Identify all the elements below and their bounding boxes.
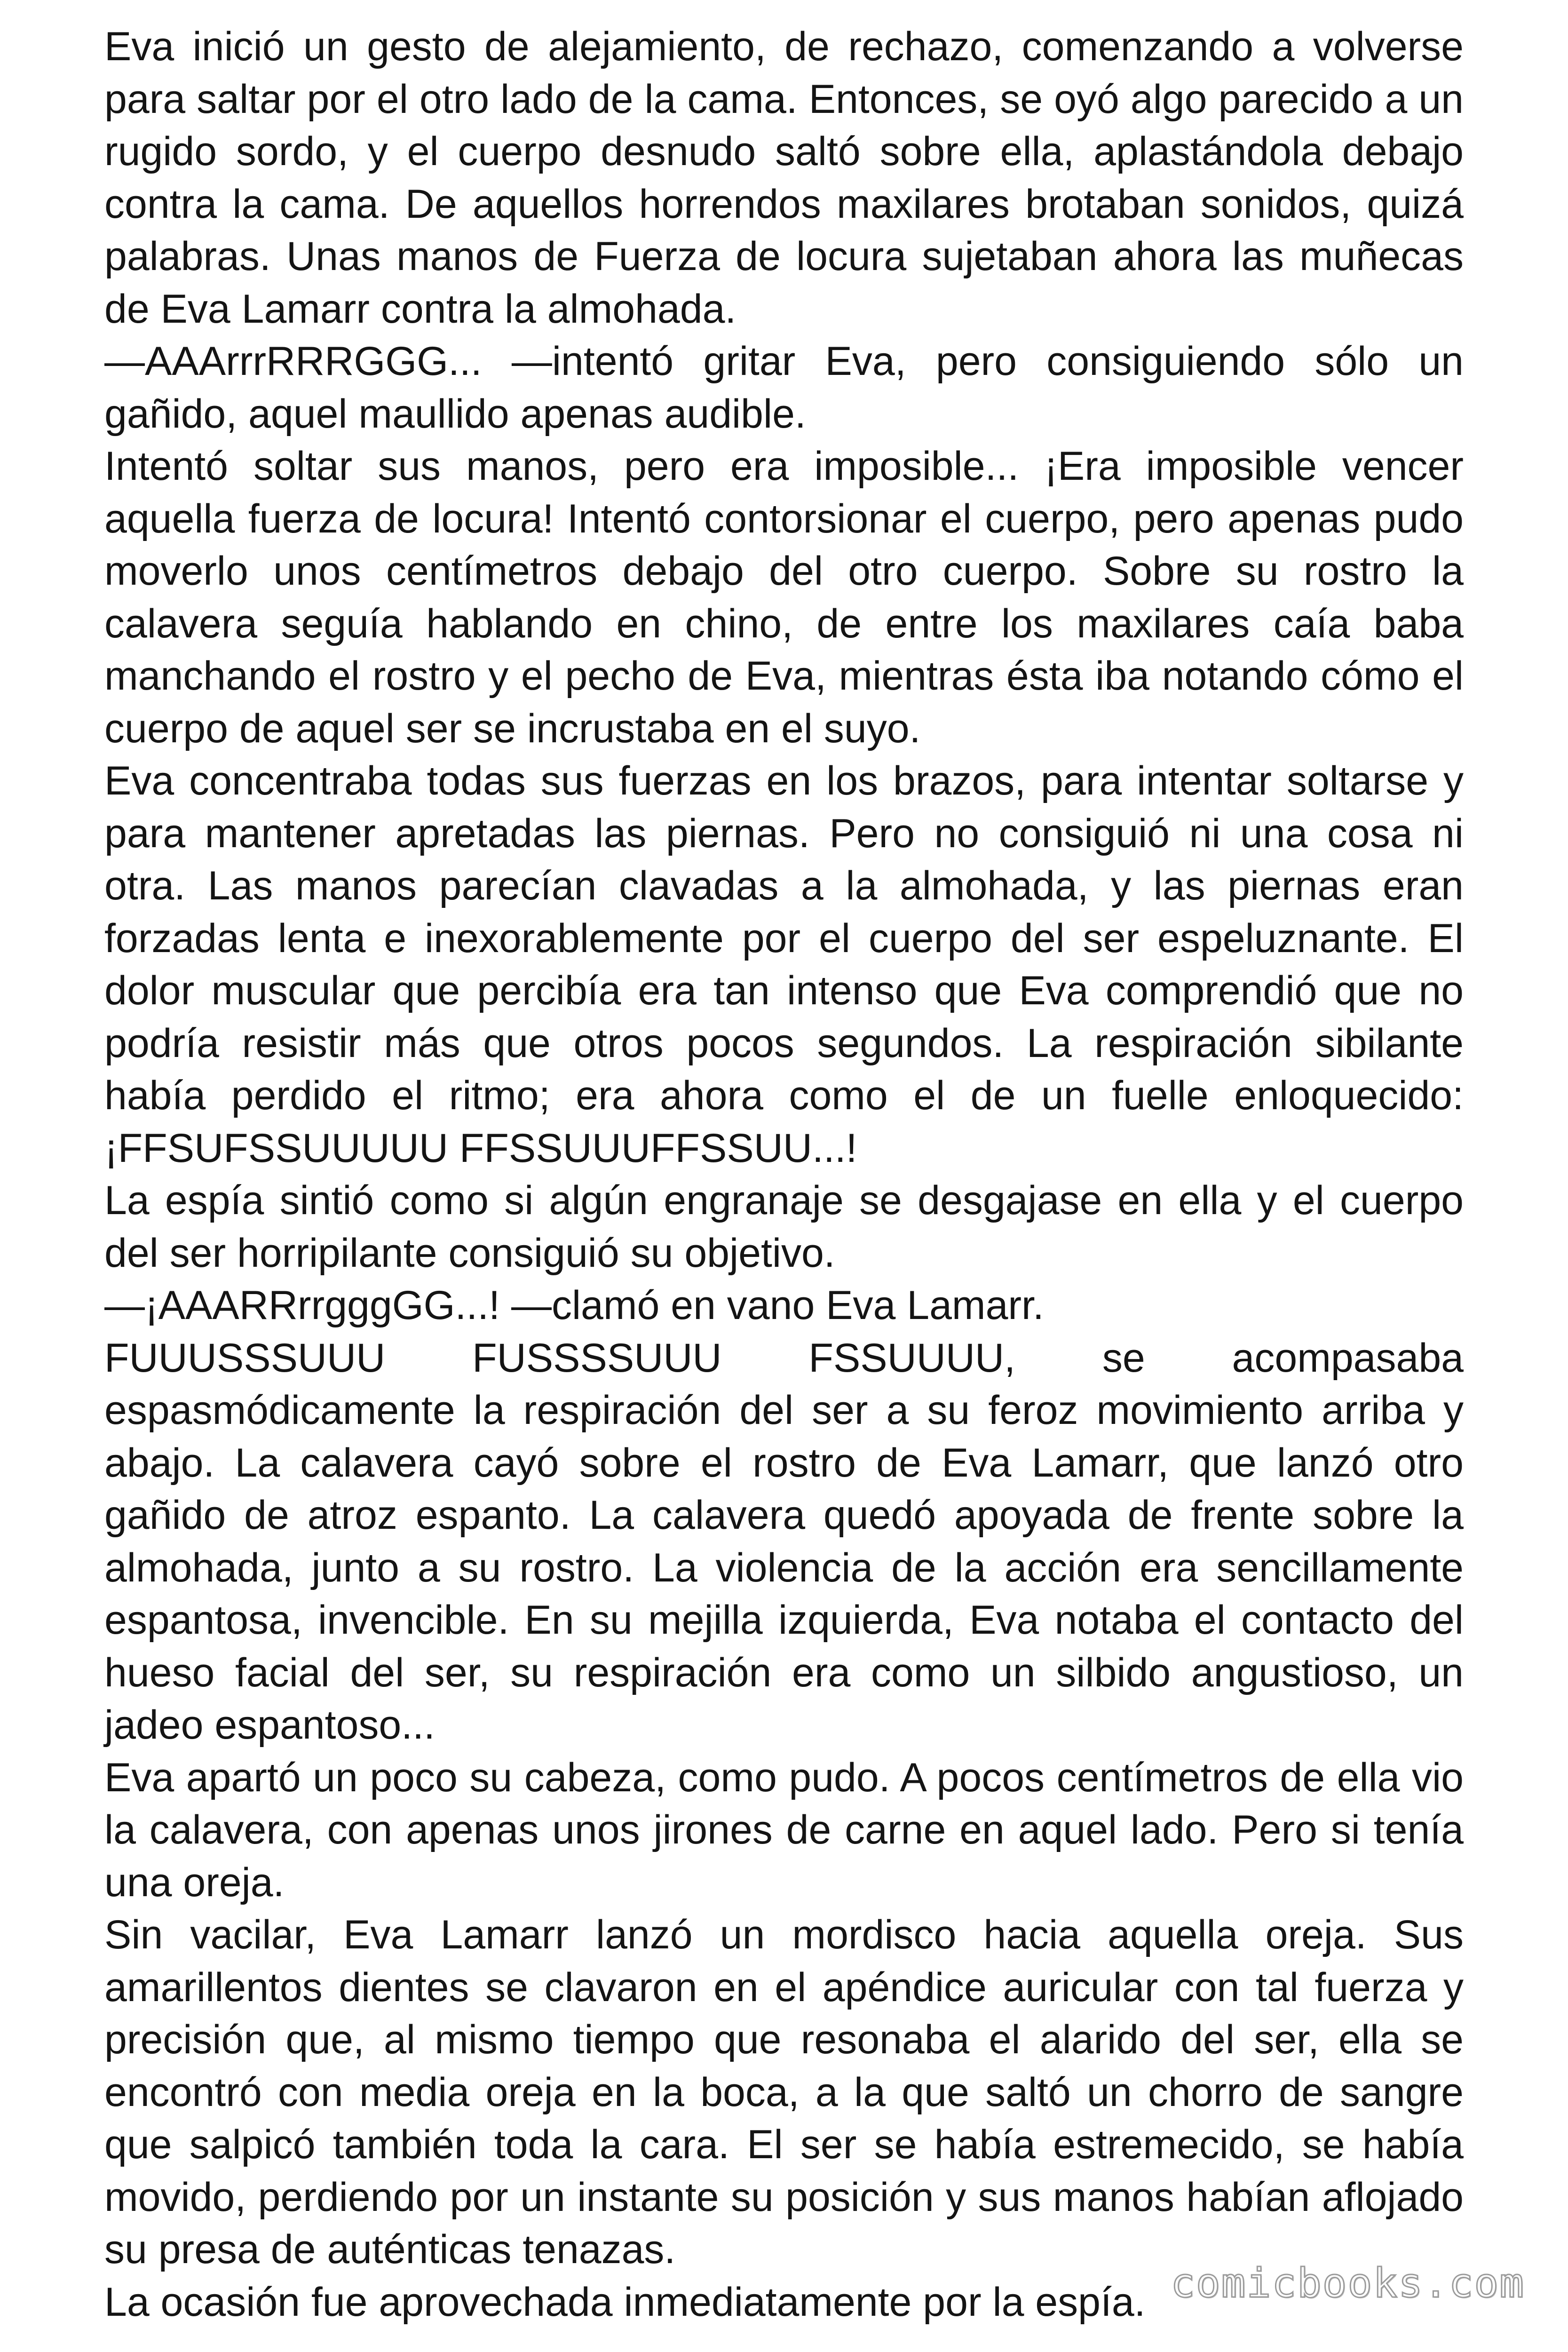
paragraph: Eva apartó un poco su cabeza, como pudo. A pocos centímetros de ella vio la calavera, con apenas unos jirones de carne en aquel lado. Pero si tenía una oreja.: [104, 1755, 1464, 1905]
paragraph: Eva concentraba todas sus fuerzas en los brazos, para intentar soltarse y para mantener apretadas las piernas. Pero no consiguió ni una cosa ni otra. Las manos parecían clavadas a la almohada, y las piernas eran forzadas lenta e inexorablemente por el cuerpo del ser espeluznante. El dolor muscular que percibía era tan intenso que Eva comprendió que no podría resistir más que otros pocos segundos. La respiración sibilante había perdido el ritmo; era ahora como el de un fuelle enloquecido: ¡FFSUFSSUUUUU FFSSUUUFFSSUU...!: [104, 758, 1464, 1171]
paragraph: FUUUSSSUUU FUSSSSUUU FSSUUUU, se acompasaba espasmódicamente la respiración del ser a su feroz movimiento arriba y abajo. La calavera cayó sobre el rostro de Eva Lamarr, que lanzó otro gañido de atroz espanto. La calavera quedó apoyada de frente sobre la almohada, junto a su rostro. La violencia de la acción era sencillamente espantosa, invencible. En su mejilla izquierda, Eva notaba el contacto del hueso facial del ser, su respiración era como un silbido angustioso, un jadeo espantoso...: [104, 1335, 1464, 1748]
document-page: [104, 21, 1464, 2328]
paragraph: La ocasión fue aprovechada inmediatamente por la espía.: [104, 2279, 1146, 2325]
paragraph: La espía sintió como si algún engranaje se desgajase en ella y el cuerpo del ser horripilante consiguió su objetivo.: [104, 1178, 1464, 1276]
paragraph: —¡AAARRrrgggGG...! —clamó en vano Eva Lamarr.: [104, 1283, 1044, 1328]
paragraph: Intentó soltar sus manos, pero era imposible... ¡Era imposible vencer aquella fuerza de locura! Intentó contorsionar el cuerpo, pero apenas pudo moverlo unos centímetros debajo del otro cuerpo. Sobre su rostro la calavera seguía hablando en chino, de entre los maxilares caía baba manchando el rostro y el pecho de Eva, mientras ésta iba notando cómo el cuerpo de aquel ser se incrustaba en el suyo.: [104, 444, 1464, 751]
watermark: comicbooks.com: [1171, 2260, 1525, 2307]
paragraph: —AAArrrRRRGGG... —intentó gritar Eva, pero consiguiendo sólo un gañido, aquel maullido apenas audible.: [104, 339, 1464, 437]
paragraph: Eva inició un gesto de alejamiento, de rechazo, comenzando a volverse para saltar por el otro lado de la cama. Entonces, se oyó algo parecido a un rugido sordo, y el cuerpo desnudo saltó sobre ella, aplastándola debajo contra la cama. De aquellos horrendos maxilares brotaban sonidos, quizá palabras. Unas manos de Fuerza de locura sujetaban ahora las muñecas de Eva Lamarr contra la almohada.: [104, 24, 1464, 332]
paragraph: Sin vacilar, Eva Lamarr lanzó un mordisco hacia aquella oreja. Sus amarillentos dientes se clavaron en el apéndice auricular con tal fuerza y precisión que, al mismo tiempo que resonaba el alarido del ser, ella se encontró con media oreja en la boca, a la que saltó un chorro de sangre que salpicó también toda la cara. El ser se había estremecido, se había movido, perdiendo por un instante su posición y sus manos habían aflojado su presa de auténticas tenazas.: [104, 1912, 1464, 2272]
